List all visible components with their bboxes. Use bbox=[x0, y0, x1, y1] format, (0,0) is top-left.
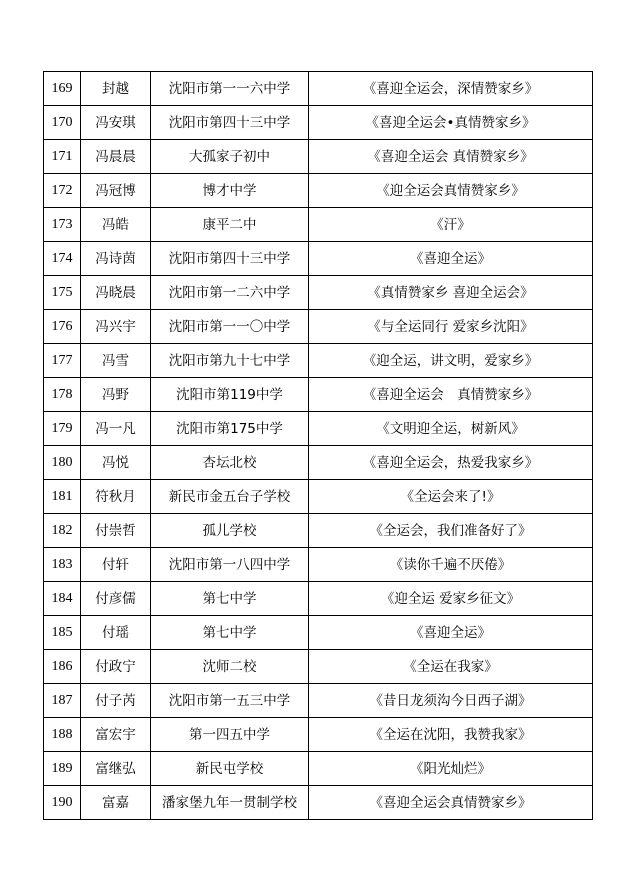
author-name: 付崇哲 bbox=[81, 514, 151, 548]
essay-title: 《阳光灿烂》 bbox=[309, 752, 593, 786]
school-name: 沈阳市第一八四中学 bbox=[151, 548, 309, 582]
author-name: 冯野 bbox=[81, 378, 151, 412]
table-row bbox=[44, 548, 593, 582]
author-name: 冯晓晨 bbox=[81, 276, 151, 310]
entry-number: 185 bbox=[44, 616, 81, 650]
table-row bbox=[44, 378, 593, 412]
table-row bbox=[44, 616, 593, 650]
essay-title: 《喜迎全运》 bbox=[309, 616, 593, 650]
entry-number: 189 bbox=[44, 752, 81, 786]
table-row bbox=[44, 344, 593, 378]
essay-title: 《喜迎全运会•真情赞家乡》 bbox=[309, 106, 593, 140]
entry-number: 187 bbox=[44, 684, 81, 718]
essay-title: 《全运会，我们准备好了》 bbox=[309, 514, 593, 548]
entry-number: 181 bbox=[44, 480, 81, 514]
essay-title: 《喜迎全运》 bbox=[309, 242, 593, 276]
school-name: 沈阳市第一五三中学 bbox=[151, 684, 309, 718]
table-row bbox=[44, 276, 593, 310]
entry-number: 170 bbox=[44, 106, 81, 140]
author-name: 富嘉 bbox=[81, 786, 151, 820]
entry-number: 173 bbox=[44, 208, 81, 242]
school-name: 大孤家子初中 bbox=[151, 140, 309, 174]
essay-title: 《喜迎全运会，深情赞家乡》 bbox=[309, 72, 593, 106]
table-row bbox=[44, 106, 593, 140]
school-name: 杏坛北校 bbox=[151, 446, 309, 480]
essay-title: 《真情赞家乡 喜迎全运会》 bbox=[309, 276, 593, 310]
school-name: 沈阳市第一二六中学 bbox=[151, 276, 309, 310]
essay-title: 《喜迎全运会 真情赞家乡》 bbox=[309, 378, 593, 412]
table-row bbox=[44, 582, 593, 616]
school-name: 孤儿学校 bbox=[151, 514, 309, 548]
school-name: 第一四五中学 bbox=[151, 718, 309, 752]
essay-title: 《迎全运会真情赞家乡》 bbox=[309, 174, 593, 208]
school-name: 沈阳市第四十三中学 bbox=[151, 106, 309, 140]
essay-title: 《文明迎全运，树新风》 bbox=[309, 412, 593, 446]
essay-title: 《喜迎全运会，热爱我家乡》 bbox=[309, 446, 593, 480]
table-row bbox=[44, 242, 593, 276]
author-name: 付瑶 bbox=[81, 616, 151, 650]
table-row bbox=[44, 752, 593, 786]
school-name: 康平二中 bbox=[151, 208, 309, 242]
school-name: 新民屯学校 bbox=[151, 752, 309, 786]
author-name: 冯悦 bbox=[81, 446, 151, 480]
table-row bbox=[44, 446, 593, 480]
author-name: 富继弘 bbox=[81, 752, 151, 786]
entry-number: 186 bbox=[44, 650, 81, 684]
author-name: 符秋月 bbox=[81, 480, 151, 514]
entry-number: 176 bbox=[44, 310, 81, 344]
entry-number: 174 bbox=[44, 242, 81, 276]
entry-number: 188 bbox=[44, 718, 81, 752]
author-name: 冯晨晨 bbox=[81, 140, 151, 174]
essay-title: 《迎全运 爱家乡征文》 bbox=[309, 582, 593, 616]
school-name: 沈阳市第一一〇中学 bbox=[151, 310, 309, 344]
entry-number: 182 bbox=[44, 514, 81, 548]
author-name: 冯诗茵 bbox=[81, 242, 151, 276]
entry-number: 177 bbox=[44, 344, 81, 378]
essay-title: 《喜迎全运会真情赞家乡》 bbox=[309, 786, 593, 820]
school-name: 沈阳市第四十三中学 bbox=[151, 242, 309, 276]
essay-title: 《迎全运，讲文明，爱家乡》 bbox=[309, 344, 593, 378]
author-name: 冯雪 bbox=[81, 344, 151, 378]
author-name: 冯皓 bbox=[81, 208, 151, 242]
entry-number: 178 bbox=[44, 378, 81, 412]
essay-title: 《读你千遍不厌倦》 bbox=[309, 548, 593, 582]
author-name: 冯兴宇 bbox=[81, 310, 151, 344]
entry-number: 183 bbox=[44, 548, 81, 582]
author-name: 付轩 bbox=[81, 548, 151, 582]
school-name: 第七中学 bbox=[151, 616, 309, 650]
table-row bbox=[44, 412, 593, 446]
essay-title: 《全运在沈阳，我赞我家》 bbox=[309, 718, 593, 752]
author-name: 付子芮 bbox=[81, 684, 151, 718]
entry-number: 169 bbox=[44, 72, 81, 106]
school-name: 新民市金五台子学校 bbox=[151, 480, 309, 514]
table-row bbox=[44, 72, 593, 106]
entry-number: 179 bbox=[44, 412, 81, 446]
author-name: 付政宁 bbox=[81, 650, 151, 684]
table-row bbox=[44, 650, 593, 684]
table-row bbox=[44, 684, 593, 718]
author-name: 封越 bbox=[81, 72, 151, 106]
school-name: 沈师二校 bbox=[151, 650, 309, 684]
table-row bbox=[44, 174, 593, 208]
table-row bbox=[44, 718, 593, 752]
table-row bbox=[44, 310, 593, 344]
essay-title: 《全运在我家》 bbox=[309, 650, 593, 684]
table-row bbox=[44, 480, 593, 514]
author-name: 冯安琪 bbox=[81, 106, 151, 140]
school-name: 潘家堡九年一贯制学校 bbox=[151, 786, 309, 820]
essay-title: 《昔日龙须沟今日西子湖》 bbox=[309, 684, 593, 718]
entry-number: 180 bbox=[44, 446, 81, 480]
essay-title: 《喜迎全运会 真情赞家乡》 bbox=[309, 140, 593, 174]
table-row bbox=[44, 514, 593, 548]
essay-title: 《全运会来了!》 bbox=[309, 480, 593, 514]
author-name: 冯冠博 bbox=[81, 174, 151, 208]
school-name: 博才中学 bbox=[151, 174, 309, 208]
school-name: 第七中学 bbox=[151, 582, 309, 616]
entry-number: 190 bbox=[44, 786, 81, 820]
author-name: 付彦儒 bbox=[81, 582, 151, 616]
school-name: 沈阳市第175中学 bbox=[151, 412, 309, 446]
entry-number: 171 bbox=[44, 140, 81, 174]
entries-table-body bbox=[44, 72, 593, 820]
entries-table bbox=[43, 71, 593, 820]
entry-number: 175 bbox=[44, 276, 81, 310]
table-row bbox=[44, 140, 593, 174]
author-name: 冯一凡 bbox=[81, 412, 151, 446]
school-name: 沈阳市第一一六中学 bbox=[151, 72, 309, 106]
entry-number: 184 bbox=[44, 582, 81, 616]
table-row bbox=[44, 786, 593, 820]
author-name: 富宏宇 bbox=[81, 718, 151, 752]
essay-title: 《汗》 bbox=[309, 208, 593, 242]
school-name: 沈阳市第119中学 bbox=[151, 378, 309, 412]
school-name: 沈阳市第九十七中学 bbox=[151, 344, 309, 378]
essay-title: 《与全运同行 爱家乡沈阳》 bbox=[309, 310, 593, 344]
table-row bbox=[44, 208, 593, 242]
entry-number: 172 bbox=[44, 174, 81, 208]
